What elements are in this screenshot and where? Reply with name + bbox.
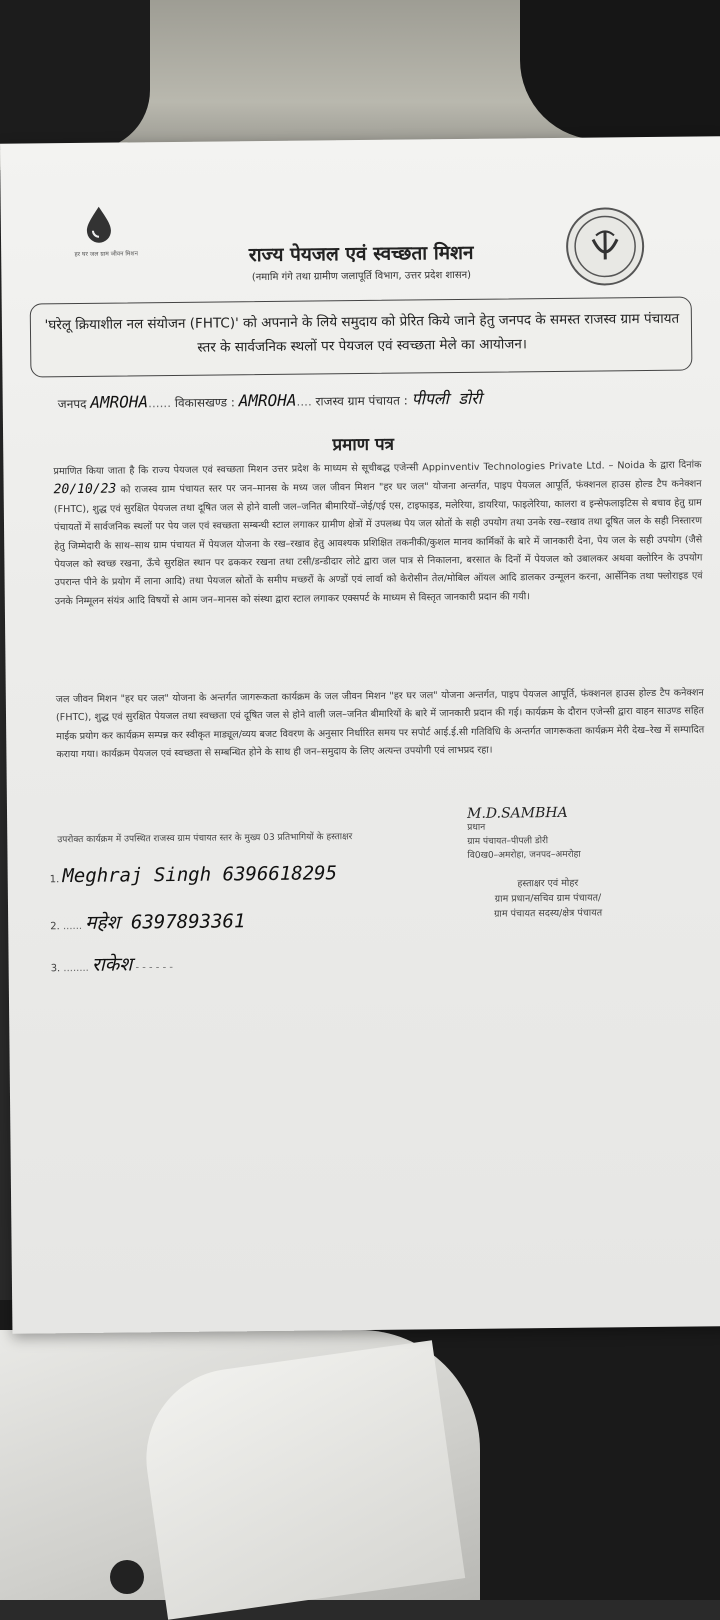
signature-caption-2: ग्राम प्रधान/सचिव ग्राम पंचायत/ xyxy=(494,892,602,905)
pradhan-stamp xyxy=(467,805,668,863)
signature-caption-1: हस्ताक्षर एवं मोहर xyxy=(517,877,579,890)
participant-3-number: 3. xyxy=(50,963,61,975)
panchayat-label: राजस्व ग्राम पंचायत : xyxy=(315,393,408,409)
block-label: विकासखण्ड : xyxy=(174,395,235,410)
stamp-line-3: वि0ख0–अमरोहा, जनपद–अमरोहा xyxy=(467,849,581,861)
document-subtitle: (नमामि गंगे तथा ग्रामीण जलापूर्ति विभाग, उत्तर प्रदेश शासन) xyxy=(251,269,472,284)
participant-3-signature: राकेश xyxy=(91,953,133,976)
certificate-heading: प्रमाण पत्र xyxy=(332,434,395,456)
pradhan-signature: M.D.SAMBHA xyxy=(466,804,568,822)
signature-caption-3: ग्राम पंचायत सदस्य/क्षेत्र पंचायत xyxy=(493,907,603,920)
participant-2-signature: महेश 6397893361 xyxy=(85,910,246,934)
certificate-document xyxy=(0,136,720,1333)
water-drop-logo-icon xyxy=(77,203,121,247)
certificate-paragraph-1 xyxy=(53,456,703,611)
district-value: AMROHA xyxy=(90,392,149,412)
certificate-paragraph-2: जल जीवन मिशन "हर घर जल" योजना के अन्तर्गत जागरूकता कार्यक्रम के जल जीवन मिशन "हर घर जल" योजना अन्तर्गत, पाइप पेयजल आपूर्ति, फंक्शनल हाउस होल्ड टैप कनेक्शन (FHTC), शुद्ध एवं सुरक्षित पेयजल तथा स्वच्छता एवं दूषित जल से होने वाली जल–जनित बीमारियों के बारे में जानकारी प्रदान की गई। कार्यक्रम के दौरान एजेन्सी द्वारा वाहन साउण्ड सहित माईक प्रयोग कर कार्यक्रम सम्पन्न कर स्वीकृत माड्यूल/व्यय बजट विवरण के अनुसार निर्धारित समय पर सपोर्ट आई.ई.सी गतिविधि के अन्तर्गत जागरूकता कार्यक्रम मेरी देख–रेख में सम्पादित कराया गया। कार्यक्रम पेयजल एवं स्वच्छता से सम्बन्धित होने के साथ ही जन–समुदाय के लिए अत्यन्त उपयोगी एवं लाभप्रद रहा। xyxy=(55,687,705,761)
district-label: जनपद xyxy=(57,396,87,412)
participant-1-signature: Meghraj Singh 6396618295 xyxy=(62,862,338,888)
shirt-button xyxy=(110,1560,144,1594)
stamp-line-1: प्रधान xyxy=(467,822,486,833)
paragraph-1-end: को राजस्व ग्राम पंचायत स्तर पर जन–मानस के मध्य जल जीवन मिशन "हर घर जल" योजना अन्तर्गत, पाइप पेयजल आपूर्ति, फंक्शनल हाउस होल्ड टैप कनेक्शन (FHTC), शुद्ध एवं सुरक्षित पेयजल तथा दूषित जल से होने वाली जल–जनित बीमारियों–जेई/एई एस, टाइफाइड, मलेरिया, डायरिया, फाइलेरिया, कालरा व इन्सेफलाइटिस से बचाव हेतु ग्राम पंचायतों में सार्वजनिक स्थलों पर पेय जल एवं स्वच्छता सम्बन्धी स्टाल लगाकर ग्रामीण क्षेत्रों में उपलब्ध पेय जल स्रोतों के सही उपयोग तथा उनके रख–रखाव तथा दूषित जल के सही निस्तारण हेतु जिम्मेदारी के साथ–साथ ग्राम पंचायत में पेयजल योजना के रख–रखाव हेतु आवश्यक प्रशिक्षित तकनीकी/कुशल मानव कार्मिकों के बारे में जानकारी देना, पेय जल के सही उपयोग (जैसे पेयजल को स्वच्छ रखना, ऊँचे सुरक्षित स्थान पर ढककर रखना तथा टसी/डन्डीदार लोटे द्वारा जल पात्र से निकालना, बरसात के दिनों में पेयजल को उबालकर अथवा क्लोरिन के उपयोग उपरान्त पीने के प्रयोग में लाना आदि) तथा पेयजल स्रोतों के समीप मच्छरों के अण्डों एवं लार्वा को केरोसीन तेल/मोबिल ऑयल आदि डालकर उन्मूलन करना, आर्सेनिक तथा फ्लोराइड एवं उनके निम्मूलन संयंत्र आदि विषयों से आम जन–मानस को संस्था द्वारा स्टाल लगाकर एक्सपर्ट के माध्यम से विस्तृत जानकारी प्रदान की गयी। xyxy=(53,478,703,608)
event-banner-text: 'घरेलू क्रियाशील नल संयोजन (FHTC)' को अपनाने के लिये समुदाय को प्रेरित किये जाने हेतु जनपद के समस्त राजस्व ग्राम पंचायत स्तर के सार्वजनिक स्थलों पर पेयजल एवं स्वच्छता मेले का आयोजन। xyxy=(44,310,680,356)
stamp-line-2: ग्राम पंचायत–पीपली डोरी xyxy=(467,836,549,847)
document-title: राज्य पेयजल एवं स्वच्छता मिशन xyxy=(248,241,474,267)
block-value: AMROHA xyxy=(238,390,297,411)
background-dark-cloth-left xyxy=(0,0,150,150)
participant-2-number: 2. xyxy=(50,921,60,933)
paragraph-1-start: प्रमाणित किया जाता है कि राज्य पेयजल एवं स्वच्छता मिशन उत्तर प्रदेश के माध्यम से सूचीबद्ध एजेन्सी Appinventiv Technologies Private Ltd. – Noida के द्वारा दिनांक xyxy=(53,459,702,478)
background-dark-cloth-right xyxy=(520,0,720,140)
participant-2: 2. ...... महेश 6397893361 xyxy=(50,910,246,934)
participants-intro: उपरोक्त कार्यक्रम में उपस्थित राजस्व ग्राम पंचायत स्तर के मुख्य 03 प्रतिभागियों के हस्ताक्षर xyxy=(57,832,353,846)
participant-1 xyxy=(50,862,337,887)
signature-caption xyxy=(448,875,648,922)
location-row: जनपद AMROHA...... विकासखण्ड : AMROHA.... राजस्व ग्राम पंचायत : पीपली डोरी xyxy=(57,388,482,412)
participant-1-number: 1. xyxy=(49,874,60,886)
panchayat-value: पीपली डोरी xyxy=(411,388,482,409)
event-date: 20/10/23 xyxy=(53,481,117,498)
participant-3: 3. ........ राकेश - - - - - - xyxy=(50,953,174,976)
left-logo-caption: हर घर जल ग्राम जीवन मिशन xyxy=(74,250,138,258)
up-government-seal-icon xyxy=(566,207,645,286)
